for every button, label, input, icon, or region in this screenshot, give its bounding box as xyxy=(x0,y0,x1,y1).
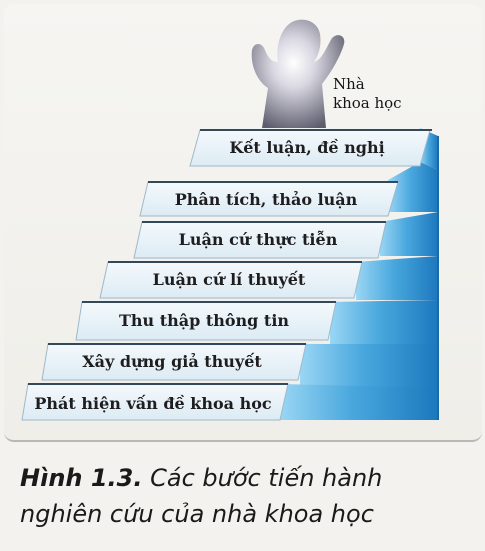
caption-figure-number: Hình 1.3. xyxy=(20,464,143,492)
step-6-label: Phân tích, thảo luận xyxy=(174,190,358,209)
riser-4 xyxy=(356,256,438,300)
riser-3 xyxy=(330,300,438,344)
riser-1 xyxy=(280,384,438,420)
caption-text: Các bước tiến hành nghiên cứu của nhà khoa học xyxy=(20,464,383,528)
step-5-label: Luận cứ thực tiễn xyxy=(178,230,338,249)
scientist-label-line-1: Nhà xyxy=(333,75,365,93)
step-3-label: Thu thập thông tin xyxy=(118,311,290,330)
scientist-label-line-2: khoa học xyxy=(333,94,402,112)
step-2-label: Xây dựng giả thuyết xyxy=(82,352,262,371)
step-1-label: Phát hiện vấn đề khoa học xyxy=(34,394,272,413)
step-4-label: Luận cứ lí thuyết xyxy=(152,270,306,289)
scientist-figure-icon xyxy=(252,20,345,128)
riser-2 xyxy=(300,344,438,388)
step-7-label: Kết luận, đề nghị xyxy=(229,138,385,157)
figure-caption xyxy=(20,460,470,532)
scientist-label xyxy=(333,75,402,113)
riser-5 xyxy=(380,212,438,256)
